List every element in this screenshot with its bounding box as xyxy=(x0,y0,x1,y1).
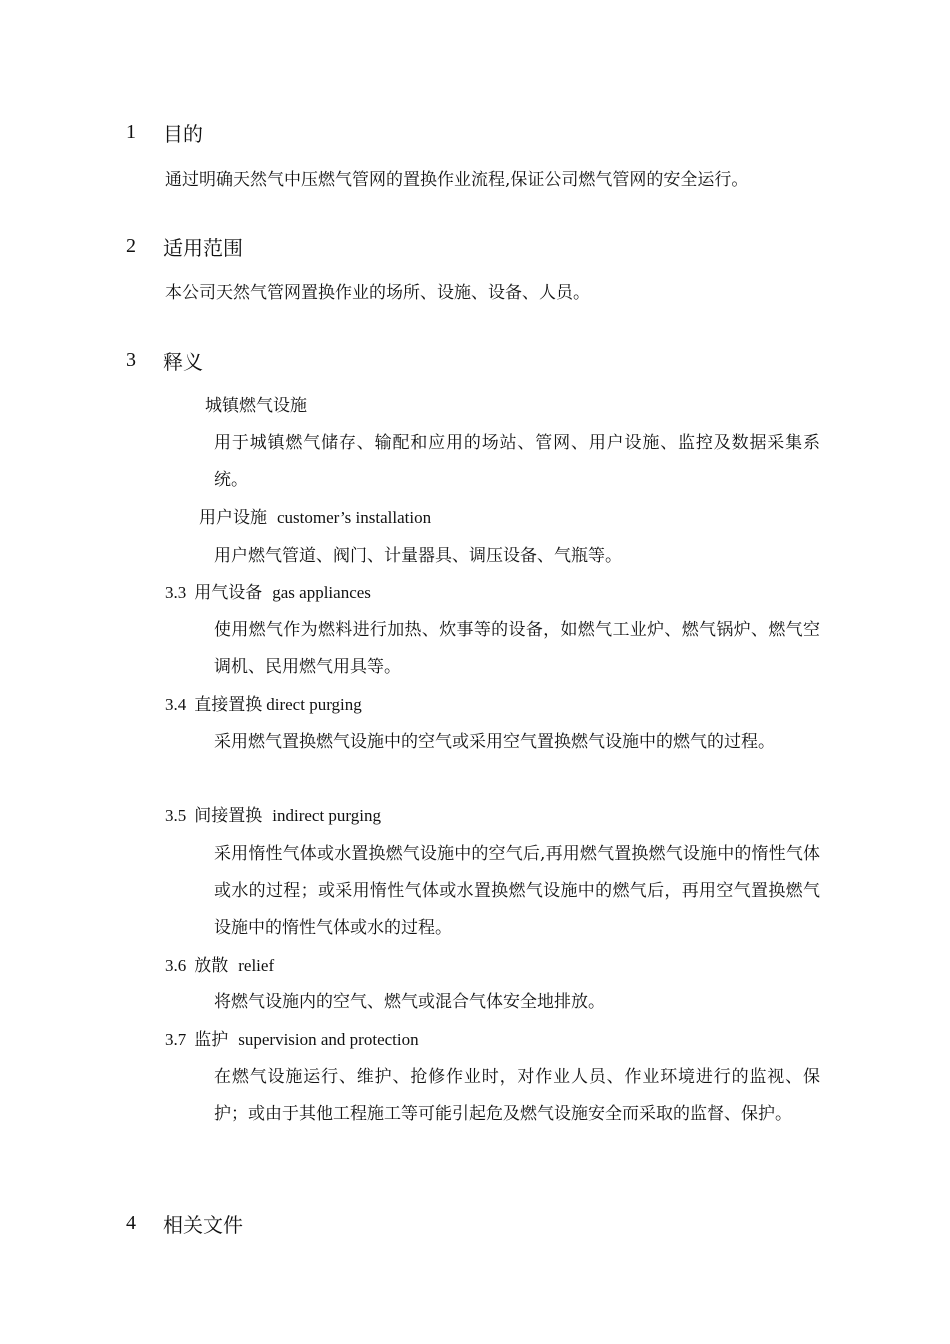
section-heading-scope xyxy=(126,230,243,262)
term-en: direct purging xyxy=(266,695,362,714)
term-definition: 将燃气设施内的空气、燃气或混合气体安全地排放。 xyxy=(214,992,605,1012)
term-heading xyxy=(165,691,362,719)
term-zh: 放散 xyxy=(194,956,229,976)
term-en: relief xyxy=(238,956,275,975)
section-title: 释义 xyxy=(163,349,203,374)
term-en: supervision and protection xyxy=(238,1030,419,1049)
section-heading-related-documents xyxy=(126,1207,243,1239)
term-zh: 城镇燃气设施 xyxy=(205,396,307,416)
term-definition: 用户燃气管道、阀门、计量器具、调压设备、气瓶等。 xyxy=(214,546,622,566)
section-body-scope: 本公司天然气管网置换作业的场所、设施、设备、人员。 xyxy=(165,283,590,303)
term-heading xyxy=(165,952,274,980)
section-number: 3 xyxy=(126,348,136,371)
term-heading xyxy=(205,392,307,420)
section-number: 2 xyxy=(126,234,136,257)
term-definition: 在燃气设施运行、维护、抢修作业时，对作业人员、作业环境进行的监视、保护；或由于其他工程施工等可能引起危及燃气设施安全而采取的监督、保护。 xyxy=(214,1067,820,1124)
term-number: 3.7 xyxy=(165,1030,187,1049)
term-number: 3.3 xyxy=(165,583,187,602)
term-en: customer’s installation xyxy=(277,508,432,527)
term-zh: 用户设施 xyxy=(199,508,267,528)
section-body-purpose: 通过明确天然气中压燃气管网的置换作业流程,保证公司燃气管网的安全运行。 xyxy=(165,170,749,190)
term-number: 3.6 xyxy=(165,956,187,975)
section-number: 4 xyxy=(126,1211,136,1234)
section-number: 1 xyxy=(126,120,136,143)
term-zh: 直接置换 xyxy=(194,695,263,715)
term-definition: 用于城镇燃气储存、输配和应用的场站、管网、用户设施、监控及数据采集系统。 xyxy=(214,433,820,490)
section-title: 相关文件 xyxy=(163,1212,243,1237)
term-zh: 监护 xyxy=(194,1030,229,1050)
term-en: gas appliances xyxy=(272,583,371,602)
term-heading xyxy=(165,1026,419,1054)
term-zh: 间接置换 xyxy=(194,806,263,826)
section-heading-purpose xyxy=(126,116,203,148)
term-en: indirect purging xyxy=(272,806,381,825)
section-heading-definitions xyxy=(126,344,203,376)
term-heading xyxy=(165,802,381,830)
term-number: 3.4 xyxy=(165,695,187,714)
term-heading xyxy=(199,504,431,532)
term-number: 3.5 xyxy=(165,806,187,825)
term-definition: 采用惰性气体或水置换燃气设施中的空气后,再用燃气置换燃气设施中的惰性气体或水的过程；或采用惰性气体或水置换燃气设施中的燃气后，再用空气置换燃气设施中的惰性气体或水的过程。 xyxy=(214,844,820,938)
term-heading xyxy=(165,579,371,607)
section-title: 目的 xyxy=(163,121,203,146)
term-definition: 采用燃气置换燃气设施中的空气或采用空气置换燃气设施中的燃气的过程。 xyxy=(214,732,775,752)
term-zh: 用气设备 xyxy=(194,583,263,603)
term-definition: 使用燃气作为燃料进行加热、炊事等的设备，如燃气工业炉、燃气锅炉、燃气空调机、民用燃气用具等。 xyxy=(214,620,820,677)
section-title: 适用范围 xyxy=(163,235,243,260)
